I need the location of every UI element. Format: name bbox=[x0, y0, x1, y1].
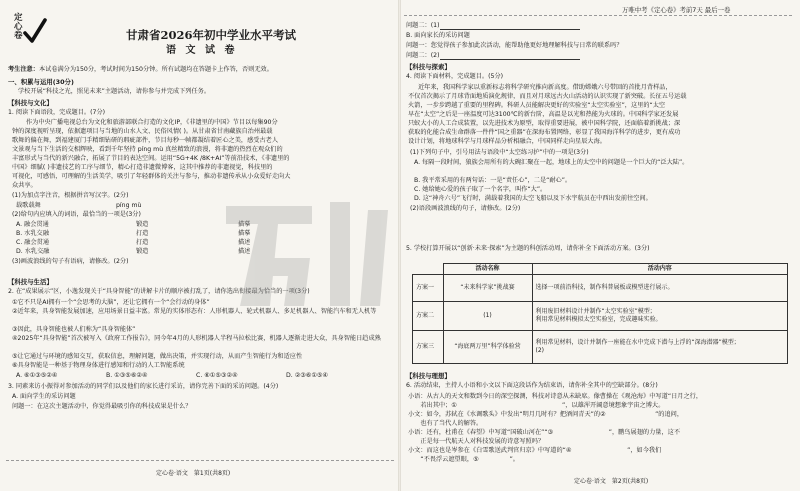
q6-line: 也有了当代人的解答。 bbox=[408, 420, 483, 427]
notice-label: 考生注意： bbox=[8, 66, 39, 73]
checkmark-icon bbox=[23, 18, 47, 44]
passage-line: 歌舞的偏在舞，到福建厦门手精细钻研的瑕疵部件，节目每秒一帧都凝结着匠心之美，感受古老人 bbox=[12, 137, 279, 144]
notice-text: 本试卷满分为150分，考试时间为150分钟。所有试题均在答题卡上作答，否则无效。 bbox=[38, 66, 273, 73]
notice bbox=[8, 66, 273, 74]
q3-prompt: 3. 同素来访小振得对参加活动的同学们以及他们的家长进行采访，请你完善下面的采访问题。(4分) bbox=[8, 383, 279, 390]
q1-option-label: A. 融会贯通 bbox=[16, 221, 49, 228]
activity-plan-table bbox=[412, 263, 788, 364]
q4-line: 获取的化能合成生命群落一件件“国之重器”在深海布置网络，彰显了我国海洋科学的进步，更有成功 bbox=[408, 129, 681, 136]
table-header-name: 活动名称 bbox=[443, 264, 532, 275]
q1-option-word: 打造 bbox=[136, 230, 149, 237]
q6-line: 小文：如今，苏轼在《水调歌头》中发出“明月几时有？把酒问青天”的② ”的追问， bbox=[408, 411, 684, 418]
q4-option: B. 我平常采用的有两句话：一是“责任心”，二是“耐心”。 bbox=[414, 177, 572, 184]
seal-char-1: 定 bbox=[14, 13, 23, 23]
q1-sub3: (3)画波浪线的句子有语病，请修改。(2分) bbox=[12, 258, 129, 265]
plan-label: 方案二 bbox=[413, 302, 444, 331]
plan-content: 利用废旧材料设计并制作“太空实验室”模型； 利用常见材料模拟太空实验室，完成趣味实验。 bbox=[532, 302, 788, 331]
seal-char-2: 心 bbox=[14, 22, 23, 32]
q3-b-question-1: 问题一：您觉得孩子参加此次活动，能帮助他更好地理解科技与日常的联系吗？ bbox=[406, 42, 623, 49]
q6-line: 正是每一代航天人对科技发展的诗意写照吗？ bbox=[408, 438, 545, 445]
watermark-logo bbox=[218, 188, 394, 328]
exam-title: 甘肃省2026年初中学业水平考试 bbox=[126, 28, 297, 42]
q1-option-word: 描摹 bbox=[238, 221, 251, 228]
q1-sub1: (1)为加点字注音，根据拼音写汉字。(2分) bbox=[12, 192, 129, 199]
q2-item: ⑥具身智能是一种基于物理身体进行感知和行动的人工智能系统 bbox=[12, 362, 185, 369]
seal-char-3: 卷 bbox=[14, 31, 23, 41]
table-header-content: 活动内容 bbox=[532, 264, 788, 275]
section-tech-future: 【科技与理想】 bbox=[406, 372, 451, 380]
q3-question-2: 问题二：(1) bbox=[406, 22, 580, 30]
passage-line: 中国》细腻( )非遗技艺的工序与细节，精心打造非遗微博客，这其中推荐的非遗视觉，科技里的 bbox=[12, 164, 273, 171]
part1-heading: 一、积累与运用(30分) bbox=[8, 78, 74, 86]
exam-subtitle: 语 文 试 卷 bbox=[166, 45, 238, 56]
table-row bbox=[413, 302, 788, 331]
q1-option-word: 描摹 bbox=[238, 230, 251, 237]
plan-content: 利用常见材料，设计并制作一座能在水中完成下潜与上浮的“深海潜器”模型； (2) bbox=[532, 331, 788, 364]
q4-option: A. 每隔一段时间，狼族会用所有的大碗汇聚在一起，地球上的太空中的问题是一个巨大的“泛大陆”。 bbox=[414, 159, 689, 166]
q2-item: ②近年来，具身智能发展加速，应用场景日益丰富。常见的实体形态有：人形机器人、轮式机器人、多足机器人、智能汽车和无人机等 bbox=[12, 308, 377, 315]
q4-line: 早在“太空”之后是一座温度可达3100℃的新台阶，高温是以光和热能为火球的。中国科学家还发展 bbox=[408, 111, 679, 118]
q4-option: C. 她给她心爱的孩子取了一个名字，叫作“大”。 bbox=[414, 186, 547, 193]
dingxin-seal bbox=[12, 14, 46, 44]
q6-line: 若出其中；① ”，以雄浑开阔意境想象宇宙之博大。 bbox=[408, 402, 665, 409]
page-left bbox=[6, 0, 394, 491]
q2-item: ①它不只是AI拥有一个“会思考的大脑”，还让它拥有一个“会行动的身体” bbox=[12, 299, 210, 306]
table-header-row bbox=[413, 264, 788, 275]
section-tech-culture: 【科技与文化】 bbox=[8, 99, 53, 107]
q4-line: 火箭，一步步跨越了重要的里程碑。科研人员能解决更好的实验室“太空实验室”，这里的“太空 bbox=[408, 102, 666, 109]
page-fold bbox=[398, 0, 401, 491]
q1-option-word: 锻造 bbox=[136, 248, 149, 255]
passage-line: 钟的深度视听呈现，依据遗项目与当地的山水人文、民俗风情( )。从甘肃省甘南藏族自治州最载 bbox=[12, 128, 273, 135]
q2-item: ④2025年“具身智能”首次被写入《政府工作报告》，同今年4月的人形机器人半程马拉松比赛，机器人逐渐走进大众，具身智能日趋成熟 bbox=[12, 335, 381, 342]
plan-label: 方案三 bbox=[413, 331, 444, 364]
q2-option: D. ②③⑥①⑤④ bbox=[286, 372, 328, 379]
intro-text: 学校开展“科技之光，照见未来”主题活动，请你参与并完成下列任务。 bbox=[18, 88, 211, 95]
q4-line: 只蚁大小的人工合成装置，以先进技术为原型，取得重要进展，被中国科学院，还面临着新挑战；深 bbox=[408, 120, 681, 127]
q4-sub2: (2)语段画波浪线的句子，请修改。(2分) bbox=[410, 205, 521, 212]
answer-line[interactable] bbox=[440, 53, 580, 60]
q2-option: C. ⑥①⑤③②④ bbox=[196, 372, 238, 379]
q1-option-word: 锻造 bbox=[136, 221, 149, 228]
header-right: 万唯中考《定心卷》考前7天 最后一卷 bbox=[622, 6, 731, 14]
q2-prompt: 2. 在“成果展示”区，小逸发现关于“具身智能”的讲解卡片的顺序被打乱了，请你选出衔接最为恰当的一项(3分) bbox=[8, 288, 310, 295]
q4-line: 不仅首次揭示了月球背面地质演化规律，而且对月球远古火山活动的认识实现了新突破。长征五号运载 bbox=[408, 93, 687, 100]
section-tech-explore: 【科技与探索】 bbox=[406, 63, 451, 71]
section-tech-life: 【科技与生活】 bbox=[8, 278, 53, 286]
q4-option: D. 这“神舟六号”飞行时，满载着我国的太空飞船以及下水宇航员在中西出发前往空间。 bbox=[414, 195, 652, 202]
passage-line: 可视化，可感悟，可理解的生活美学，吸引了年轻群体的关注与参与，推动非遗传承从小众爱好走向大 bbox=[12, 173, 291, 180]
q5-prompt: 5. 学校打算开展以“创新·未来·探索”为主题的科创活动周，请你补全下面活动方案。(3分) bbox=[406, 245, 650, 252]
footer-right: 定心卷·语文 第2页(共8页) bbox=[574, 478, 649, 485]
q1-option-word: 打造 bbox=[136, 239, 149, 246]
q6-line: 小语：还有，杜甫在《春望》中写道“国破山河在”“③ ”，鹏鸟展翅的力量，这不 bbox=[408, 429, 681, 436]
plan-name: “未来科学家”挑战赛 bbox=[443, 275, 532, 302]
q6-line: 小语：从古人的天文和数到今日的深空探测，科技对诗意从未缺席。像曹操在《观沧海》中写道“日月之行， bbox=[408, 393, 703, 400]
q2-option: A. ⑥①③⑤②④ bbox=[16, 372, 58, 379]
q4-line: 近年来，我国科学家以重新标志将科学研究推向新高度。借助嫦娥六号带回的首批月背样品， bbox=[418, 84, 672, 91]
answer-line[interactable] bbox=[440, 23, 580, 30]
q4-line: 设计计划，将地球科学与月球样品分析相融合，中国同样走向星辰大海。 bbox=[408, 138, 606, 145]
table-row bbox=[413, 275, 788, 302]
footer-divider bbox=[6, 460, 394, 461]
q1-sub1-item: píng mù bbox=[116, 202, 142, 209]
plan-content: 选择一项前沿科技，制作科普展板或模型进行展示。 bbox=[532, 275, 788, 302]
q1-sub2: (2)给句内应填入的词语，最恰当的一项是(3分) bbox=[12, 211, 141, 218]
q2-item: ⑤让它通过与环境的感知交互，获取信息，理解问题，做出决策，并实现行动，从而产生智能行为和适应性 bbox=[12, 353, 303, 360]
q1-option-label: B. 水乳交融 bbox=[16, 230, 49, 237]
q6-line: “不畏浮云遮望眼，⑤ ”。 bbox=[408, 456, 519, 463]
q1-option-label: D. 水乳交融 bbox=[16, 248, 50, 255]
page-right bbox=[404, 0, 792, 491]
passage-line: 丰富形式与当代的新兴融合，拓展了节目的表达空间。运用“5G+4K /8K+AI”等前沿技术，《非遗里的 bbox=[12, 155, 290, 162]
q4-sub1: (1)下列句子中，引号用法与语段中“太空练习护”中的一项是(3分) bbox=[410, 149, 589, 156]
header-divider bbox=[404, 15, 792, 16]
q6-prompt: 6. 活动结束，主持人小语和小文以下面这段话作为结束语，请你补全其中的空缺部分。(8分) bbox=[406, 382, 658, 389]
plan-label: 方案一 bbox=[413, 275, 444, 302]
q1-sub1-item: 载歌载舞 bbox=[16, 202, 41, 209]
q3-part-a: A. 面向学生的采访问题 bbox=[12, 393, 76, 400]
passage-line: 作为中央广播电视总台为文化和旅游部联合打造的文化IP，《非遗里的中国》节目以每集90分 bbox=[26, 119, 278, 126]
passage-line: 文景观与当下生活的交相辉映，看到千年坚持 píng mù 真丝精致的浪漫，将非遗的热烈在观众们的 bbox=[12, 146, 283, 153]
footer-left: 定心卷·语文 第1页(共8页) bbox=[156, 470, 231, 477]
table-row bbox=[413, 331, 788, 364]
q2-item: ③因此，具身智能也被人们称为“具身智能体” bbox=[12, 326, 136, 333]
q2-option: B. ①③⑤⑥②④ bbox=[106, 372, 148, 379]
q1-option-label: C. 融会贯通 bbox=[16, 239, 50, 246]
plan-name-blank[interactable]: (1) bbox=[443, 302, 532, 331]
q1-option-word: 描述 bbox=[238, 248, 251, 255]
q3-question-1: 问题一：在这次主题活动中，你觉得最吸引你的科技成果是什么？ bbox=[12, 403, 192, 410]
q1-prompt: 1. 阅读下面语段，完成题目。(7分) bbox=[8, 109, 106, 116]
q3-b-question-2: 问题二：(2) bbox=[406, 52, 580, 60]
q1-option-word: 描述 bbox=[238, 239, 251, 246]
q6-line: 小文：而这也是岑参在《白雪歌送武判官归京》中写道的“④ ”，如今我们 bbox=[408, 447, 662, 454]
plan-name: “海底两万里”科学体验营 bbox=[443, 331, 532, 364]
q3-part-b: B. 面向家长的采访问题 bbox=[406, 32, 470, 39]
q4-prompt: 4. 阅读下面材料，完成题目。(5分) bbox=[406, 73, 504, 80]
passage-line: 众共享。 bbox=[12, 182, 37, 189]
